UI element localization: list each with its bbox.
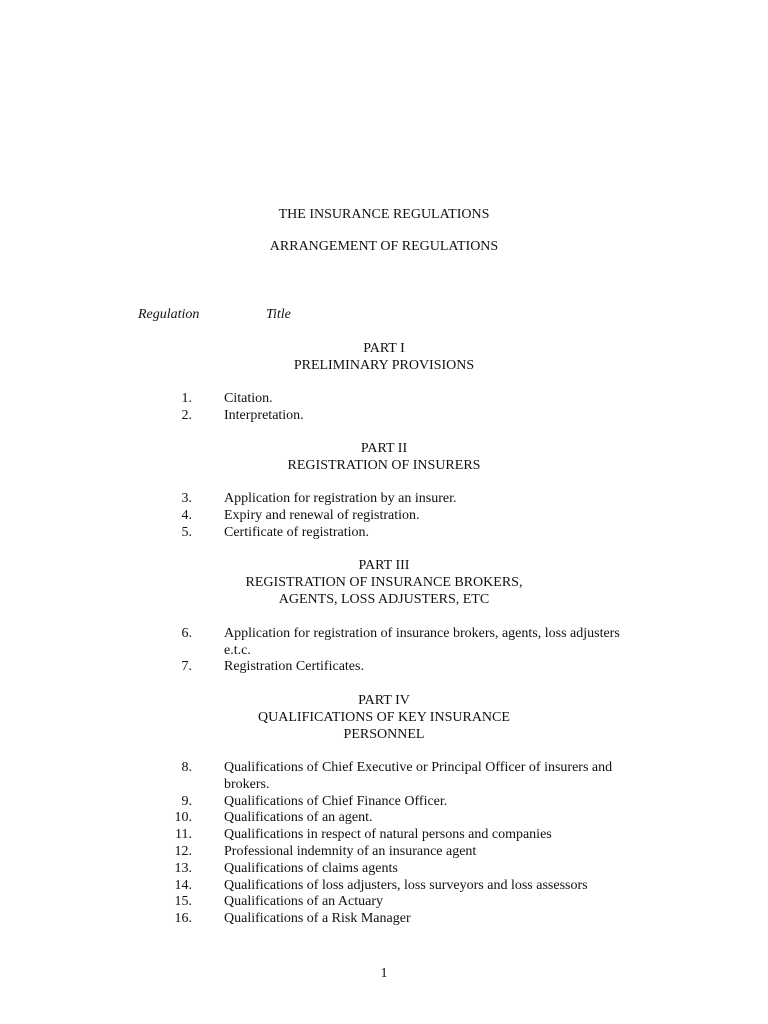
column-header-title: Title	[266, 307, 291, 322]
column-header-regulation: Regulation	[138, 307, 200, 322]
regulation-title: Qualifications of a Risk Manager	[224, 911, 411, 926]
part-heading: QUALIFICATIONS OF KEY INSURANCE	[258, 710, 510, 725]
regulation-title: Expiry and renewal of registration.	[224, 508, 420, 523]
part-label: PART II	[360, 441, 408, 456]
document-subtitle: ARRANGEMENT OF REGULATIONS	[269, 239, 499, 254]
document-title: THE INSURANCE REGULATIONS	[278, 207, 490, 222]
regulation-number: 16.	[174, 911, 192, 926]
regulation-number: 8.	[181, 760, 192, 775]
regulation-title-continued: brokers.	[224, 777, 270, 792]
regulation-title: Qualifications of claims agents	[224, 861, 398, 876]
regulation-title: Registration Certificates.	[224, 659, 364, 674]
regulation-number: 7.	[181, 659, 192, 674]
part-label: PART I	[363, 341, 405, 356]
regulation-number: 2.	[181, 408, 192, 423]
regulation-title: Application for registration of insurance brokers, agents, loss adjusters	[224, 626, 620, 641]
regulation-number: 1.	[181, 391, 192, 406]
regulation-title: Qualifications in respect of natural persons and companies	[224, 827, 552, 842]
part-heading: PRELIMINARY PROVISIONS	[293, 358, 475, 373]
part-label: PART IV	[358, 693, 410, 708]
regulation-number: 15.	[174, 894, 192, 909]
regulation-number: 13.	[174, 861, 192, 876]
regulation-title: Qualifications of an agent.	[224, 810, 373, 825]
regulation-title: Professional indemnity of an insurance agent	[224, 844, 477, 859]
regulation-title: Citation.	[224, 391, 273, 406]
regulation-title: Qualifications of Chief Executive or Principal Officer of insurers and	[224, 760, 613, 775]
part-label: PART III	[358, 558, 410, 573]
regulation-title: Qualifications of loss adjusters, loss surveyors and loss assessors	[224, 878, 588, 893]
regulation-number: 14.	[174, 878, 192, 893]
regulation-title: Application for registration by an insurer.	[224, 491, 457, 506]
regulation-number: 4.	[181, 508, 192, 523]
regulation-number: 10.	[174, 810, 192, 825]
page-number: 1	[380, 966, 388, 981]
part-heading: AGENTS, LOSS ADJUSTERS, ETC	[278, 592, 490, 607]
regulation-title: Interpretation.	[224, 408, 304, 423]
regulation-number: 9.	[181, 794, 192, 809]
regulation-title: Qualifications of an Actuary	[224, 894, 384, 909]
regulation-number: 12.	[174, 844, 192, 859]
regulation-number: 11.	[175, 827, 192, 842]
part-heading: PERSONNEL	[343, 727, 425, 742]
regulation-number: 3.	[181, 491, 192, 506]
part-heading: REGISTRATION OF INSURERS	[287, 458, 481, 473]
regulation-title: Certificate of registration.	[224, 525, 369, 540]
regulation-number: 5.	[181, 525, 192, 540]
regulation-title: Qualifications of Chief Finance Officer.	[224, 794, 448, 809]
regulation-title-continued: e.t.c.	[224, 643, 251, 658]
part-heading: REGISTRATION OF INSURANCE BROKERS,	[245, 575, 523, 590]
regulation-number: 6.	[181, 626, 192, 641]
